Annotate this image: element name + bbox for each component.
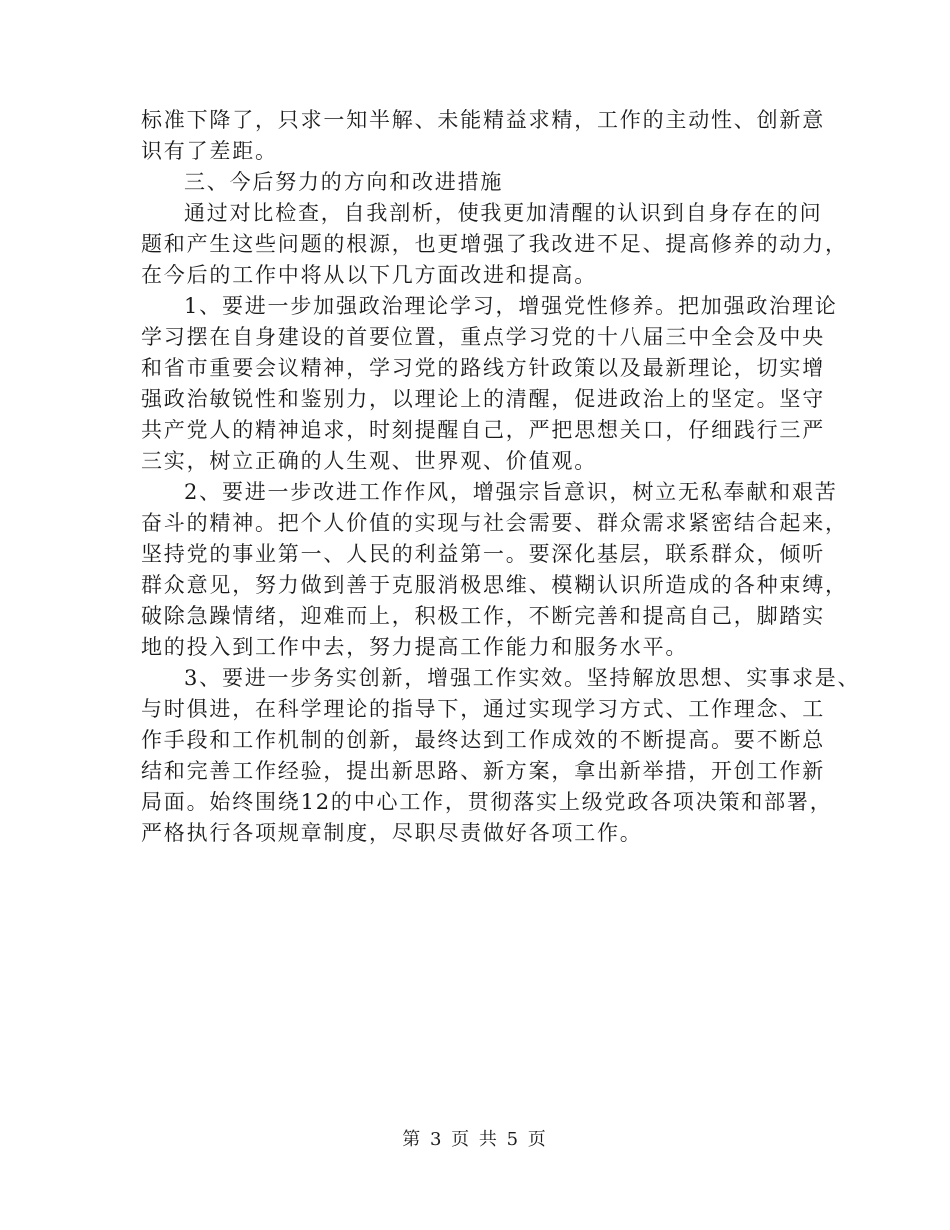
- text-line: 题和产生这些问题的根源，也更增强了我改进不足、提高修养的动力，: [141, 232, 848, 256]
- text-line: 强政治敏锐性和鉴别力，以理论上的清醒，促进政治上的坚定。坚守: [141, 387, 825, 411]
- text-line: 3、要进一步务实创新，增强工作实效。坚持解放思想、实事求是、: [184, 666, 861, 690]
- text-line: 通过对比检查，自我剖析，使我更加清醒的认识到自身存在的问: [184, 201, 823, 225]
- text-line: 地的投入到工作中去，努力提高工作能力和服务水平。: [141, 635, 689, 659]
- text-line: 严格执行各项规章制度，尽职尽责做好各项工作。: [141, 821, 643, 845]
- text-line: 识有了差距。: [141, 139, 278, 163]
- document-body: [141, 105, 861, 849]
- text-line: 和省市重要会议精神，学习党的路线方针政策以及最新理论，切实增: [141, 356, 825, 380]
- text-line: 与时俱进，在科学理论的指导下，通过实现学习方式、工作理念、工: [141, 697, 825, 721]
- text-line: 标准下降了，只求一知半解、未能精益求精，工作的主动性、创新意: [141, 108, 825, 132]
- text-line: 1、要进一步加强政治理论学习，增强党性修养。把加强政治理论: [184, 294, 838, 318]
- text-line: 学习摆在自身建设的首要位置，重点学习党的十八届三中全会及中央: [141, 325, 825, 349]
- text-line: 局面。始终围绕12的中心工作，贯彻落实上级党政各项决策和部署，: [141, 790, 833, 814]
- text-line: 三实，树立正确的人生观、世界观、价值观。: [141, 449, 597, 473]
- text-line: 共产党人的精神追求，时刻提醒自己，严把思想关口，仔细践行三严: [141, 418, 825, 442]
- text-line: 作手段和工作机制的创新，最终达到工作成效的不断提高。要不断总: [141, 728, 825, 752]
- text-line: 群众意见，努力做到善于克服消极思维、模糊认识所造成的各种束缚，: [141, 573, 848, 597]
- text-line: 2、要进一步改进工作作风，增强宗旨意识，树立无私奉献和艰苦: [184, 480, 838, 504]
- text-line: 奋斗的精神。把个人价值的实现与社会需要、群众需求紧密结合起来，: [141, 511, 848, 535]
- page-number-footer: 第 3 页 共 5 页: [402, 1129, 548, 1150]
- text-line: 破除急躁情绪，迎难而上，积极工作，不断完善和提高自己，脚踏实: [141, 604, 825, 628]
- text-line: 在今后的工作中将从以下几方面改进和提高。: [141, 263, 597, 287]
- text-line: 三、今后努力的方向和改进措施: [184, 170, 504, 194]
- text-line: 结和完善工作经验，提出新思路、新方案，拿出新举措，开创工作新: [141, 759, 825, 783]
- text-line: 坚持党的事业第一、人民的利益第一。要深化基层，联系群众，倾听: [141, 542, 825, 566]
